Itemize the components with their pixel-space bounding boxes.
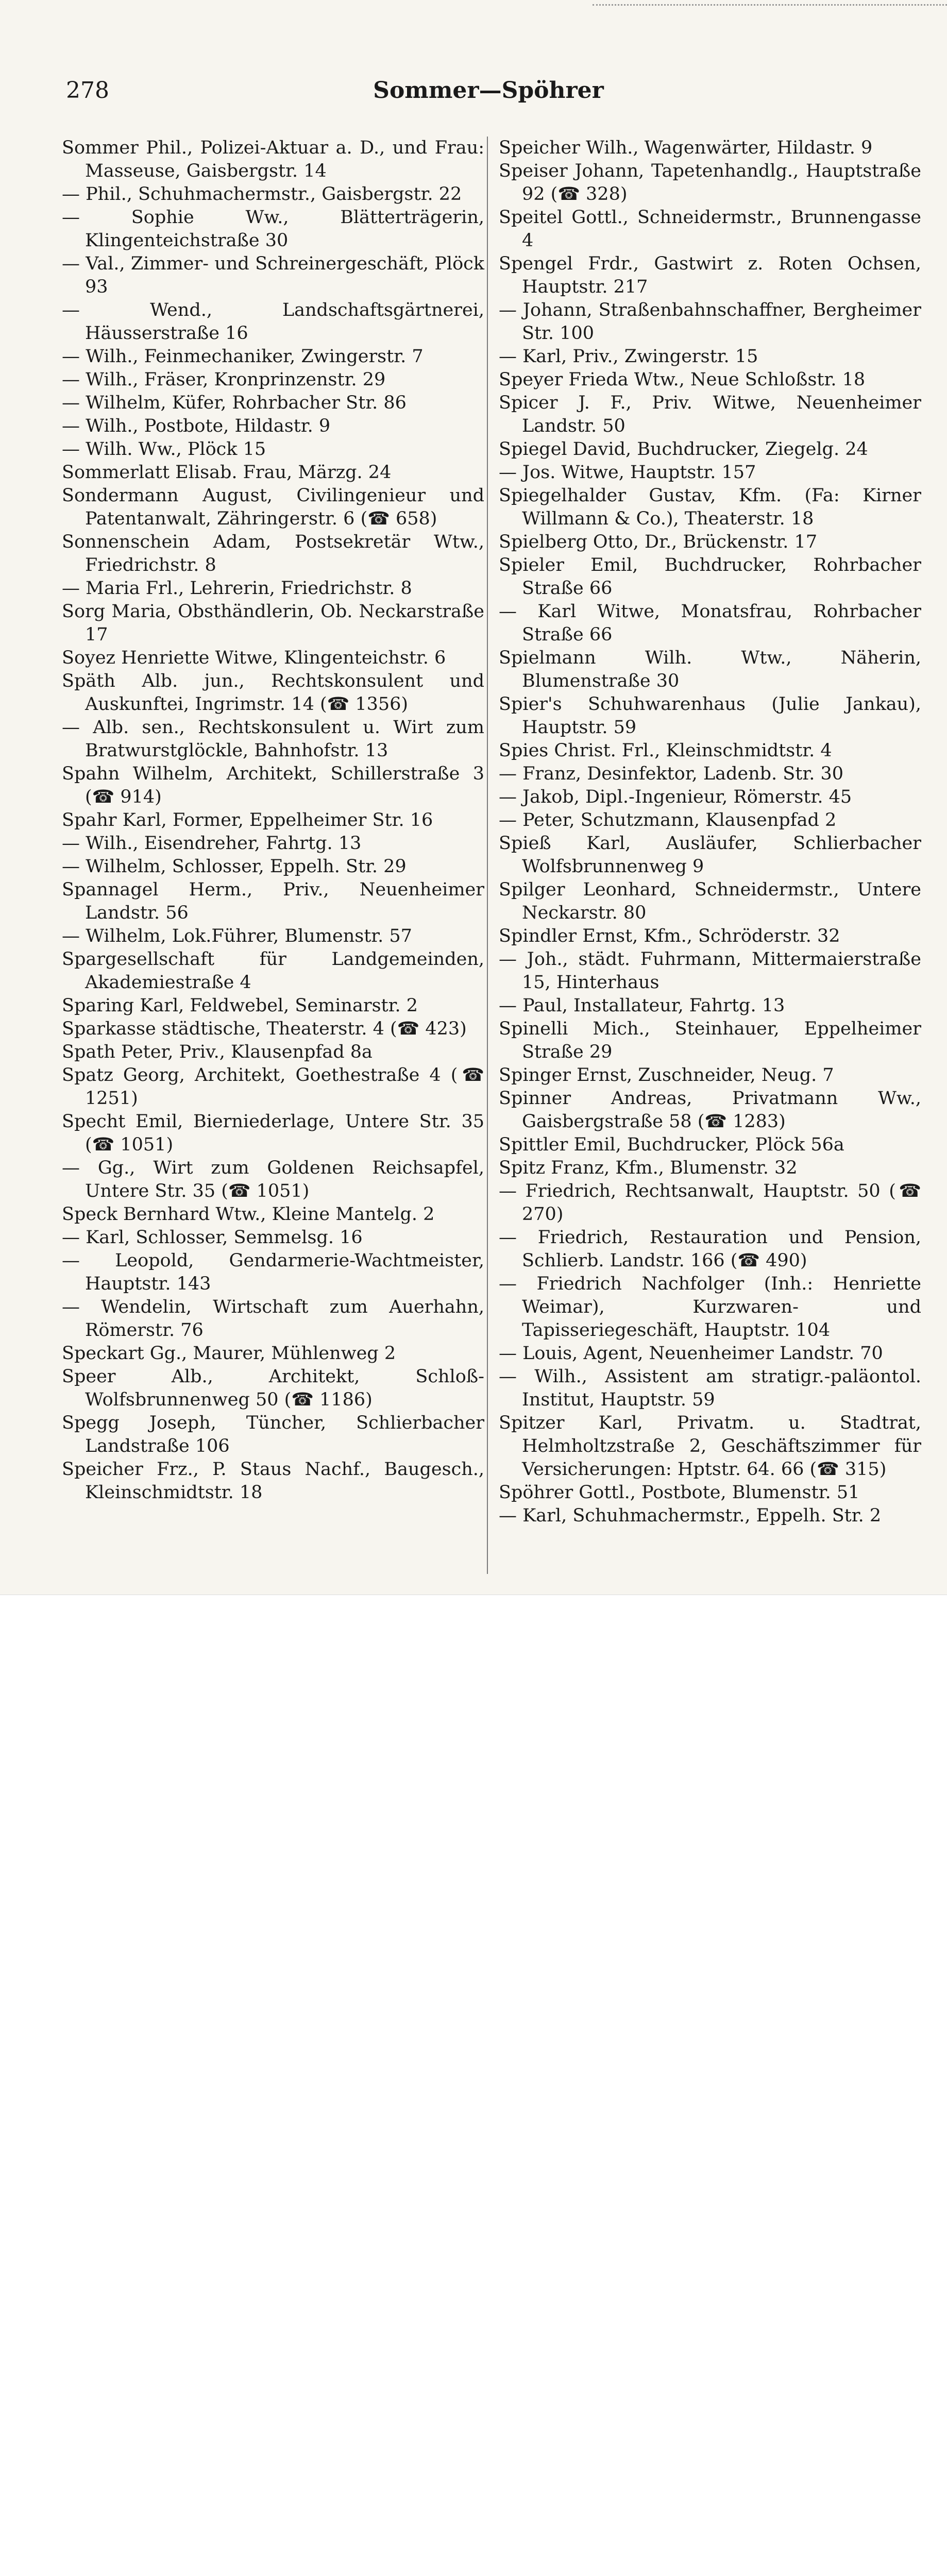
directory-entry: — Wend., Landschaftsgärtnerei, Häusserstraße 16 — [62, 300, 484, 344]
directory-entry: Spieß Karl, Ausläufer, Schlierbacher Wolfsbrunnenweg 9 — [499, 833, 921, 877]
directory-entry: — Jos. Witwe, Hauptstr. 157 — [499, 462, 756, 483]
directory-entry: — Wilhelm, Schlosser, Eppelh. Str. 29 — [62, 856, 407, 877]
directory-entry: — Karl Witwe, Monatsfrau, Rohrbacher Straße 66 — [499, 601, 921, 645]
directory-entry: — Wilh., Eisendreher, Fahrtg. 13 — [62, 833, 362, 854]
column-divider — [487, 137, 488, 1574]
directory-entry: — Alb. sen., Rechtskonsulent u. Wirt zum Bratwurstglöckle, Bahnhofstr. 13 — [62, 717, 484, 761]
directory-entry: — Karl, Priv., Zwingerstr. 15 — [499, 346, 758, 367]
page-title: Sommer—Spöhrer — [373, 77, 604, 104]
directory-entry: Specht Emil, Bierniederlage, Untere Str. 35 (☎ 1051) — [62, 1111, 484, 1155]
directory-entry: Speckart Gg., Maurer, Mühlenweg 2 — [62, 1343, 396, 1364]
directory-entry: — Franz, Desinfektor, Ladenb. Str. 30 — [499, 764, 843, 784]
directory-entry: Speicher Frz., P. Staus Nachf., Baugesch., Kleinschmidtstr. 18 — [62, 1459, 484, 1503]
directory-entry: Sommerlatt Elisab. Frau, Märzg. 24 — [62, 462, 392, 483]
directory-entry: — Gg., Wirt zum Goldenen Reichsapfel, Untere Str. 35 (☎ 1051) — [62, 1158, 484, 1201]
directory-entry: Spannagel Herm., Priv., Neuenheimer Landstr. 56 — [62, 879, 484, 923]
directory-entry: Spath Peter, Priv., Klausenpfad 8a — [62, 1042, 373, 1062]
directory-entry: Spielmann Wilh. Wtw., Näherin, Blumenstraße 30 — [499, 648, 921, 691]
directory-entry: — Friedrich, Rechtsanwalt, Hauptstr. 50 (☎ 270) — [499, 1181, 921, 1225]
directory-entry: Speer Alb., Architekt, Schloß-Wolfsbrunnenweg 50 (☎ 1186) — [62, 1366, 484, 1410]
directory-entry: — Louis, Agent, Neuenheimer Landstr. 70 — [499, 1343, 883, 1364]
directory-entry: — Phil., Schuhmachermstr., Gaisbergstr. 22 — [62, 184, 462, 205]
directory-entry: — Peter, Schutzmann, Klausenpfad 2 — [499, 810, 837, 831]
directory-entry: — Val., Zimmer- und Schreinergeschäft, Plöck 93 — [62, 253, 484, 297]
directory-entry: Sparkasse städtische, Theaterstr. 4 (☎ 423) — [62, 1019, 467, 1039]
directory-entry: Spöhrer Gottl., Postbote, Blumenstr. 51 — [499, 1482, 860, 1503]
directory-entry: — Wilh., Assistent am stratigr.-paläontol. Institut, Hauptstr. 59 — [499, 1366, 921, 1410]
directory-entry: Spielberg Otto, Dr., Brückenstr. 17 — [499, 532, 818, 552]
directory-entry: — Wilhelm, Lok.Führer, Blumenstr. 57 — [62, 926, 412, 946]
directory-entry: — Wilh., Postbote, Hildastr. 9 — [62, 416, 331, 436]
directory-entry: Sommer Phil., Polizei-Aktuar a. D., und Frau: Masseuse, Gaisbergstr. 14 — [62, 138, 484, 181]
directory-entry: — Karl, Schuhmachermstr., Eppelh. Str. 2 — [499, 1505, 882, 1526]
directory-entry: — Friedrich, Restauration und Pension, Schlierb. Landstr. 166 (☎ 490) — [499, 1227, 921, 1271]
directory-entry: Speiser Johann, Tapetenhandlg., Hauptstraße 92 (☎ 328) — [499, 161, 921, 205]
directory-entry: — Maria Frl., Lehrerin, Friedrichstr. 8 — [62, 578, 412, 599]
directory-entry: Spegg Joseph, Tüncher, Schlierbacher Landstraße 106 — [62, 1413, 484, 1456]
directory-entry: Spahr Karl, Former, Eppelheimer Str. 16 — [62, 810, 433, 831]
page-header — [66, 77, 911, 113]
directory-entry: Spies Christ. Frl., Kleinschmidtstr. 4 — [499, 740, 832, 761]
directory-entry: — Sophie Ww., Blätterträgerin, Klingenteichstraße 30 — [62, 207, 484, 251]
directory-entry: — Wilh., Fräser, Kronprinzenstr. 29 — [62, 369, 386, 390]
directory-entry: Sorg Maria, Obsthändlerin, Ob. Neckarstraße 17 — [62, 601, 484, 645]
directory-entry: Spinelli Mich., Steinhauer, Eppelheimer Straße 29 — [499, 1019, 921, 1062]
directory-entry: Späth Alb. jun., Rechtskonsulent und Auskunftei, Ingrimstr. 14 (☎ 1356) — [62, 671, 484, 715]
directory-entry: — Wilh. Ww., Plöck 15 — [62, 439, 266, 460]
directory-entry: Spatz Georg, Architekt, Goethestraße 4 (☎ 1251) — [62, 1065, 484, 1109]
viewer-footer — [0, 1595, 947, 1659]
directory-entry: — Jakob, Dipl.-Ingenieur, Römerstr. 45 — [499, 787, 852, 807]
directory-entry: — Wilhelm, Küfer, Rohrbacher Str. 86 — [62, 393, 407, 413]
directory-entry: Spindler Ernst, Kfm., Schröderstr. 32 — [499, 926, 840, 946]
directory-entry: — Johann, Straßenbahnschaffner, Bergheimer Str. 100 — [499, 300, 921, 344]
directory-entry: — Joh., städt. Fuhrmann, Mittermaierstraße 15, Hinterhaus — [499, 949, 921, 993]
right-column — [499, 137, 921, 1528]
directory-entry: Spahn Wilhelm, Architekt, Schillerstraße 3 (☎ 914) — [62, 764, 484, 807]
page-number: 278 — [66, 77, 109, 104]
directory-entry: Spicer J. F., Priv. Witwe, Neuenheimer Landstr. 50 — [499, 393, 921, 436]
directory-entry: Soyez Henriette Witwe, Klingenteichstr. 6 — [62, 648, 446, 668]
directory-entry: Speicher Wilh., Wagenwärter, Hildastr. 9 — [499, 138, 873, 158]
directory-entry: — Karl, Schlosser, Semmelsg. 16 — [62, 1227, 363, 1248]
directory-entry: Spitzer Karl, Privatm. u. Stadtrat, Helmholtzstraße 2, Geschäftszimmer für Versicherungen: Hptstr. 64. 66 (☎ 315) — [499, 1413, 921, 1480]
directory-entry: — Friedrich Nachfolger (Inh.: Henriette Weimar), Kurzwaren- und Tapisseriegeschäft, Hauptstr. 104 — [499, 1274, 921, 1341]
directory-entry: Spinner Andreas, Privatmann Ww., Gaisbergstraße 58 (☎ 1283) — [499, 1088, 921, 1132]
directory-entry: Spier's Schuhwarenhaus (Julie Jankau), Hauptstr. 59 — [499, 694, 921, 738]
directory-entry: Speyer Frieda Wtw., Neue Schloßstr. 18 — [499, 369, 866, 390]
directory-entry: — Wendelin, Wirtschaft zum Auerhahn, Römerstr. 76 — [62, 1297, 484, 1341]
directory-entry: Sondermann August, Civilingenieur und Patentanwalt, Zähringerstr. 6 (☎ 658) — [62, 485, 484, 529]
directory-entry: Speitel Gottl., Schneidermstr., Brunnengasse 4 — [499, 207, 921, 251]
directory-entry: — Wilh., Feinmechaniker, Zwingerstr. 7 — [62, 346, 424, 367]
directory-entry: Spitz Franz, Kfm., Blumenstr. 32 — [499, 1158, 798, 1178]
directory-entry: Spinger Ernst, Zuschneider, Neug. 7 — [499, 1065, 834, 1086]
directory-entry: Spiegel David, Buchdrucker, Ziegelg. 24 — [499, 439, 868, 460]
directory-entry: Speck Bernhard Wtw., Kleine Mantelg. 2 — [62, 1204, 435, 1225]
directory-entry: Sonnenschein Adam, Postsekretär Wtw., Friedrichstr. 8 — [62, 532, 484, 575]
directory-entry: Spieler Emil, Buchdrucker, Rohrbacher Straße 66 — [499, 555, 921, 599]
directory-entry: — Paul, Installateur, Fahrtg. 13 — [499, 995, 785, 1016]
directory-entry: Spengel Frdr., Gastwirt z. Roten Ochsen, Hauptstr. 217 — [499, 253, 921, 297]
top-dotted-rule — [593, 4, 947, 6]
directory-entry: Spiegelhalder Gustav, Kfm. (Fa: Kirner Willmann & Co.), Theaterstr. 18 — [499, 485, 921, 529]
directory-entry: Sparing Karl, Feldwebel, Seminarstr. 2 — [62, 995, 418, 1016]
directory-entry: Spilger Leonhard, Schneidermstr., Untere Neckarstr. 80 — [499, 879, 921, 923]
directory-entry: Spargesellschaft für Landgemeinden, Akademiestraße 4 — [62, 949, 484, 993]
left-column — [62, 137, 484, 1504]
directory-entry: — Leopold, Gendarmerie-Wachtmeister, Hauptstr. 143 — [62, 1250, 484, 1294]
directory-entry: Spittler Emil, Buchdrucker, Plöck 56a — [499, 1134, 844, 1155]
